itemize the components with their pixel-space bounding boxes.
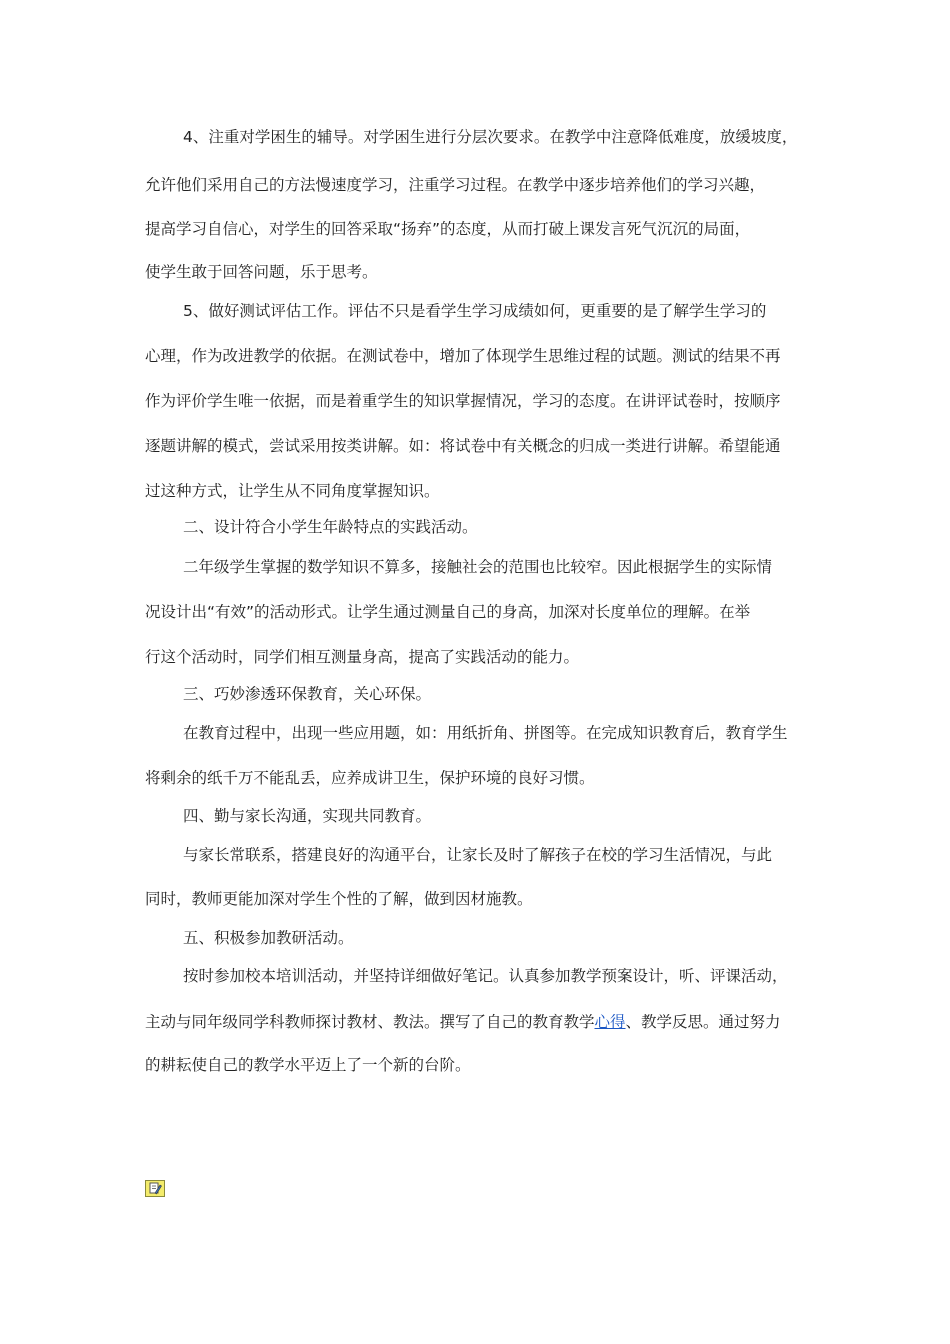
paragraph-line: 过这种方式，让学生从不同角度掌握知识。	[145, 482, 440, 500]
paragraph-line: 同时，教师更能加深对学生个性的了解，做到因材施教。	[145, 890, 533, 908]
paragraph-line: 行这个活动时，同学们相互测量身高，提高了实践活动的能力。	[145, 648, 580, 666]
section-heading: 四、勤与家长沟通，实现共同教育。	[183, 807, 432, 825]
paragraph-line: 逐题讲解的模式，尝试采用按类讲解。如：将试卷中有关概念的归成一类进行讲解。希望能通	[145, 437, 781, 455]
text-before-link: 主动与同年级同学科教师探讨教材、教法。撰写了自己的教育教学	[145, 1013, 595, 1031]
paragraph-line: 提高学习自信心，对学生的回答采取“扬弃”的态度，从而打破上课发言死气沉沉的局面，	[145, 220, 751, 238]
paragraph-line: 4、注重对学困生的辅导。对学困生进行分层次要求。在教学中注意降低难度，放缓坡度，	[183, 128, 798, 146]
xinde-link[interactable]: 心得	[594, 1013, 626, 1031]
paragraph-line: 允许他们采用自己的方法慢速度学习，注重学习过程。在教学中逐步培养他们的学习兴趣，	[145, 176, 766, 194]
document-edit-icon[interactable]	[145, 1180, 165, 1197]
paragraph-line: 使学生敢于回答问题，乐于思考。	[145, 263, 378, 281]
paragraph-line: 况设计出“有效”的活动形式。让学生通过测量自己的身高，加深对长度单位的理解。在举	[145, 603, 751, 621]
section-heading: 三、巧妙渗透环保教育，关心环保。	[183, 685, 432, 703]
paragraph-line: 在教育过程中，出现一些应用题，如：用纸折角、拼图等。在完成知识教育后，教育学生	[183, 724, 788, 742]
section-heading: 二、设计符合小学生年龄特点的实践活动。	[183, 518, 478, 536]
paragraph-line: 心理，作为改进教学的依据。在测试卷中，增加了体现学生思维过程的试题。测试的结果不再	[145, 347, 781, 365]
paragraph-line: 作为评价学生唯一依据，而是着重学生的知识掌握情况，学习的态度。在讲评试卷时，按顺序	[145, 392, 781, 410]
paragraph-line: 5、做好测试评估工作。评估不只是看学生学习成绩如何，更重要的是了解学生学习的	[183, 302, 767, 320]
paragraph-line: 的耕耘使自己的教学水平迈上了一个新的台阶。	[145, 1056, 471, 1074]
paragraph-line: 二年级学生掌握的数学知识不算多，接触社会的范围也比较窄。因此根据学生的实际情	[183, 558, 773, 576]
paragraph-line: 将剩余的纸千万不能乱丢，应养成讲卫生，保护环境的良好习惯。	[145, 769, 595, 787]
section-heading: 五、积极参加教研活动。	[183, 929, 354, 947]
paragraph-line: 与家长常联系，搭建良好的沟通平台，让家长及时了解孩子在校的学习生活情况，与此	[183, 846, 773, 864]
text-after-link: 、教学反思。通过努力	[625, 1013, 781, 1031]
paragraph-line: 按时参加校本培训活动，并坚持详细做好笔记。认真参加教学预案设计，听、评课活动，	[183, 967, 788, 985]
paragraph-line-with-link	[145, 1012, 825, 1032]
